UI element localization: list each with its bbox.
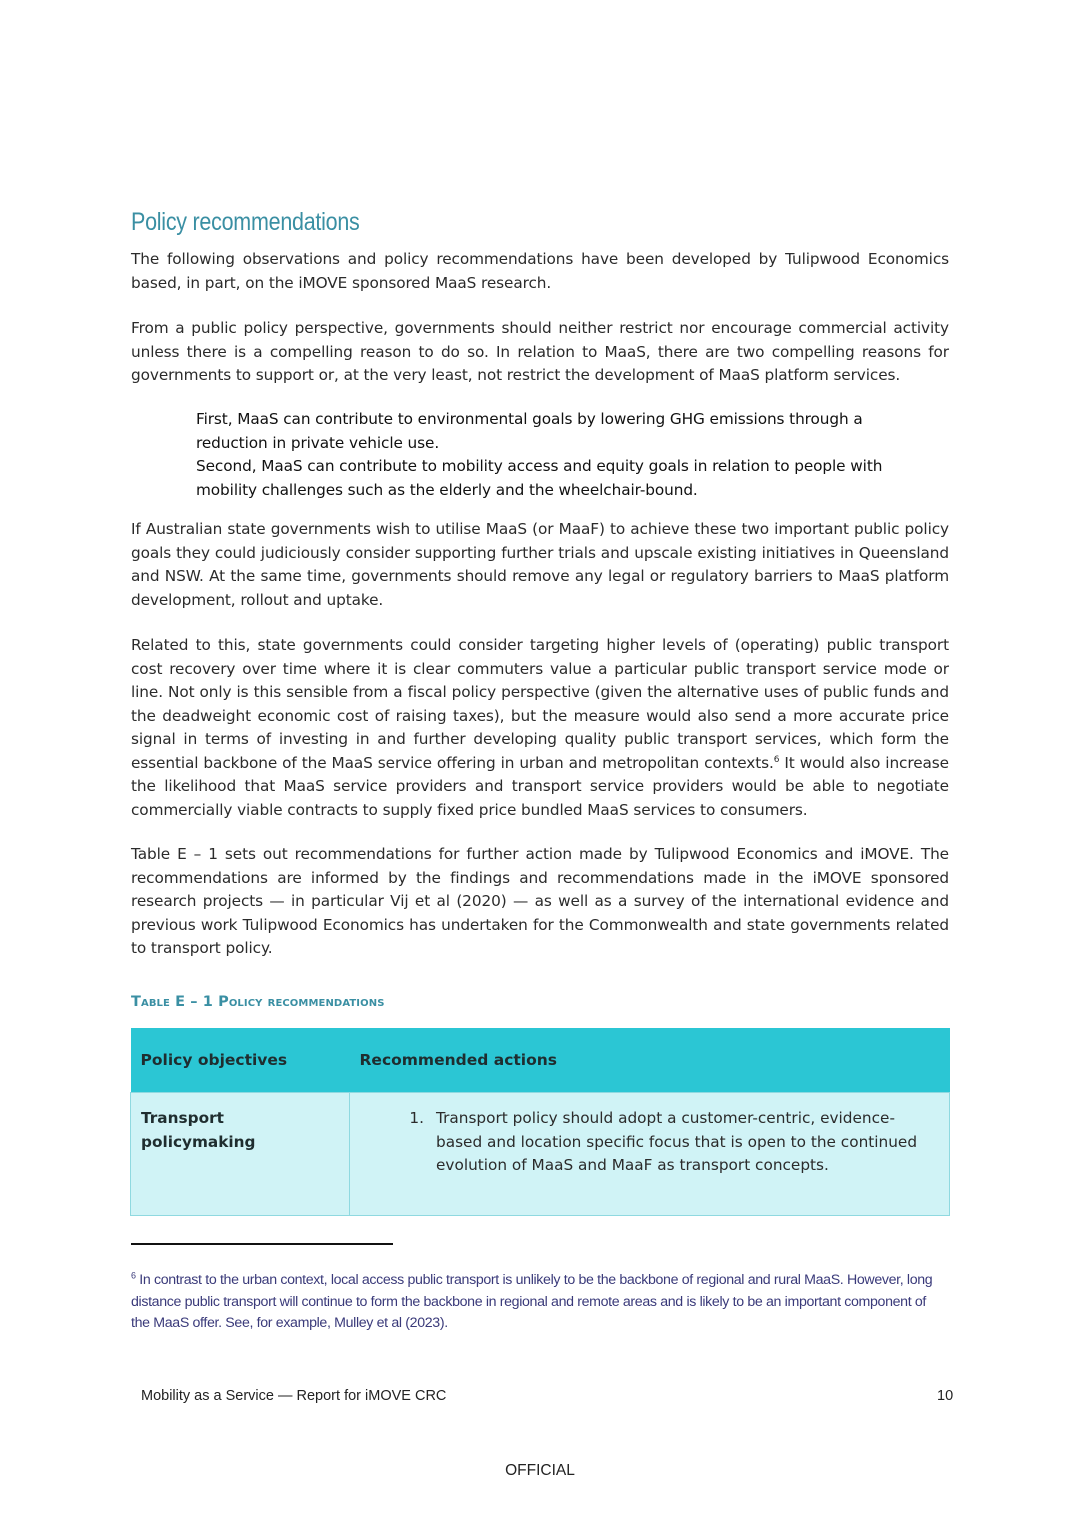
action-cell xyxy=(350,1093,950,1216)
objective-cell: Transport policymaking xyxy=(131,1093,350,1216)
action-number: 1. xyxy=(409,1109,424,1127)
reason-second: Second, MaaS can contribute to mobility access and equity goals in relation to people with mobility challenges such as the elderly and the wheelchair-bound. xyxy=(196,457,883,499)
footnote xyxy=(131,1270,941,1335)
page-number: 10 xyxy=(937,1388,954,1404)
footnote-divider xyxy=(131,1243,393,1245)
footnote-ref[interactable]: 6 xyxy=(773,754,780,765)
section-heading: Policy recommendations xyxy=(131,208,360,236)
footer-title: Mobility as a Service — Report for iMOVE CRC xyxy=(141,1388,447,1404)
policy-recommendations-table xyxy=(130,1028,950,1216)
header-recommended-actions: Recommended actions xyxy=(350,1028,950,1093)
table-header-row xyxy=(131,1028,950,1093)
policy-perspective-paragraph: From a public policy perspective, governments should neither restrict nor encourage commercial activity unless there is a compelling reason to do so. In relation to MaaS, there are two compelling reasons for governments to support or, at the very least, not restrict the development of MaaS platform services. xyxy=(131,319,949,384)
header-policy-objectives: Policy objectives xyxy=(131,1028,350,1093)
reason-first: First, MaaS can contribute to environmental goals by lowering GHG emissions through a reduction in private vehicle use. xyxy=(196,410,863,452)
cost-recovery-text-b: It would also increase the likelihood that MaaS service providers and transport service providers would be able to negotiate commercially viable contracts to supply fixed price bundled MaaS services to consumers. xyxy=(131,753,949,819)
table-intro-paragraph: Table E – 1 sets out recommendations for further action made by Tulipwood Economics and iMOVE. The recommendations are informed by the findings and recommendations made in the iMOVE sponsored research projects — in particular Vij et al (2020) — as well as a survey of the international evidence and previous work Tulipwood Economics has undertaken for the Commonwealth and state governments related to transport policy. xyxy=(131,845,949,957)
cost-recovery-text-a: Related to this, state governments could consider targeting higher levels of (operating) public transport cost recovery over time where it is clear commuters value a particular public transport service mode or line. Not only is this sensible from a fiscal policy perspective (given the alternative uses of public funds and the deadweight economic cost of raising taxes), but the measure would also send a more accurate price signal in terms of investing in and further developing quality public transport services, which form the essential backbone of the MaaS service offering in urban and metropolitan contexts. xyxy=(131,636,949,772)
classification-label: OFFICIAL xyxy=(505,1462,575,1479)
action-text: Transport policy should adopt a customer-centric, evidence-based and location specific focus that is open to the continued evolution of MaaS and MaaF as transport concepts. xyxy=(436,1109,918,1174)
action-list-item xyxy=(360,1107,939,1178)
table-caption: Table E – 1 Policy recommendations xyxy=(131,994,385,1010)
table-row xyxy=(131,1093,950,1216)
intro-paragraph: The following observations and policy recommendations have been developed by Tulipwood Economics based, in part, on the iMOVE sponsored MaaS research. xyxy=(131,250,949,292)
cost-recovery-paragraph xyxy=(131,634,949,822)
footnote-number: 6 xyxy=(131,1270,136,1281)
state-governments-paragraph: If Australian state governments wish to utilise MaaS (or MaaF) to achieve these two important public policy goals they could judiciously consider supporting further trials and upscale existing initiatives in Queensland and NSW. At the same time, governments should remove any legal or regulatory barriers to MaaS platform development, rollout and uptake. xyxy=(131,520,949,609)
footnote-text: In contrast to the urban context, local access public transport is unlikely to be the backbone of regional and rural MaaS. However, long distance public transport will continue to form the backbone in regional and remote areas and is likely to be an important component of the MaaS offer. See, for example, Mulley et al (2023). xyxy=(131,1272,933,1331)
